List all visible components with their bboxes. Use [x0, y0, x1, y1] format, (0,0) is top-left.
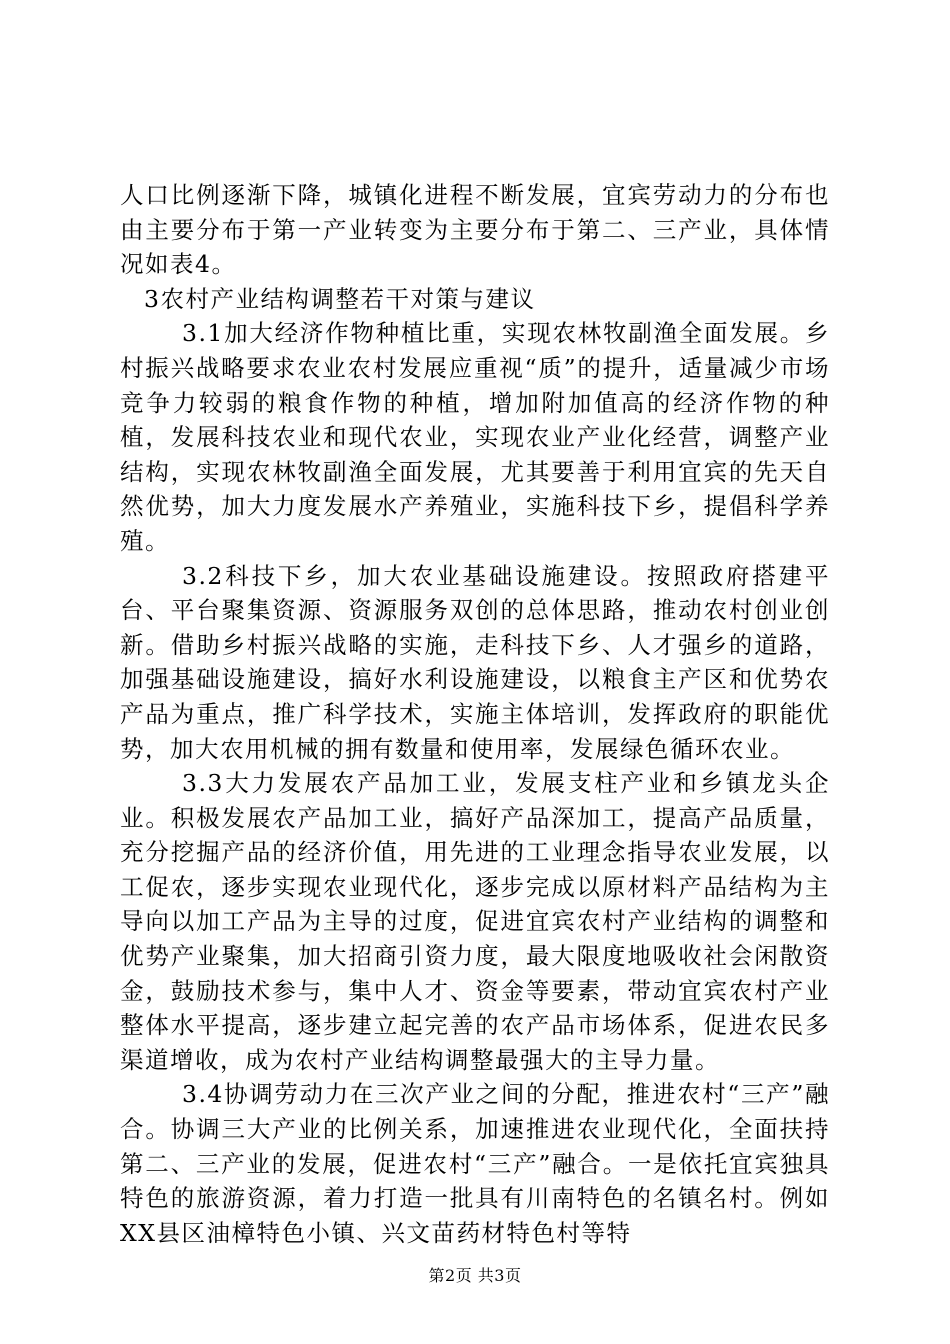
- paragraph-3-2: 3.2科技下乡，加大农业基础设施建设。按照政府搭建平台、平台聚集资源、资源服务双创的总体思路，推动农村创业创新。借助乡村振兴战略的实施，走科技下乡、人才强乡的道路，加强基础设施建设，搞好水利设施建设，以粮食主产区和优势农产品为重点，推广科学技术，实施主体培训，发挥政府的职能优势，加大农用机械的拥有数量和使用率，发展绿色循环农业。: [120, 561, 830, 763]
- paragraph-3-1: 3.1加大经济作物种植比重，实现农林牧副渔全面发展。乡村振兴战略要求农业农村发展应重视“质”的提升，适量减少市场竞争力较弱的粮食作物的种植，增加附加值高的经济作物的种植，发展科技农业和现代农业，实现农业产业化经营，调整产业结构，实现农林牧副渔全面发展，尤其要善于利用宜宾的先天自然优势，加大力度发展水产养殖业，实施科技下乡，提倡科学养殖。: [120, 319, 830, 555]
- paragraph-3-3: 3.3大力发展农产品加工业，发展支柱产业和乡镇龙头企业。积极发展农产品加工业，搞好产品深加工，提高产品质量，充分挖掘产品的经济价值，用先进的工业理念指导农业发展，以工促农，逐步实现农业现代化，逐步完成以原材料产品结构为主导向以加工产品为主导的过度，促进宜宾农村产业结构的调整和优势产业聚集，加大招商引资力度，最大限度地吸收社会闲散资金，鼓励技术参与，集中人才、资金等要素，带动宜宾农村产业整体水平提高，逐步建立起完善的农产品市场体系，促进农民多渠道增收，成为农村产业结构调整最强大的主导力量。: [120, 769, 830, 1074]
- document-body: [120, 178, 830, 1250]
- paragraph-3-4: 3.4协调劳动力在三次产业之间的分配，推进农村“三产”融合。协调三大产业的比例关系，加速推进农业现代化，全面扶持第二、三产业的发展，促进农村“三产”融合。一是依托宜宾独具特色的旅游资源，着力打造一批具有川南特色的名镇名村。例如XX县区油樟特色小镇、兴文苗药材特色村等特: [120, 1080, 830, 1247]
- section-heading: 3农村产业结构调整若干对策与建议: [144, 284, 536, 313]
- page-footer: 第2页 共3页: [428, 1266, 522, 1285]
- paragraph-continuation: 人口比例逐渐下降，城镇化进程不断发展，宜宾劳动力的分布也由主要分布于第一产业转变为主要分布于第二、三产业，具体情况如表4。: [120, 181, 830, 279]
